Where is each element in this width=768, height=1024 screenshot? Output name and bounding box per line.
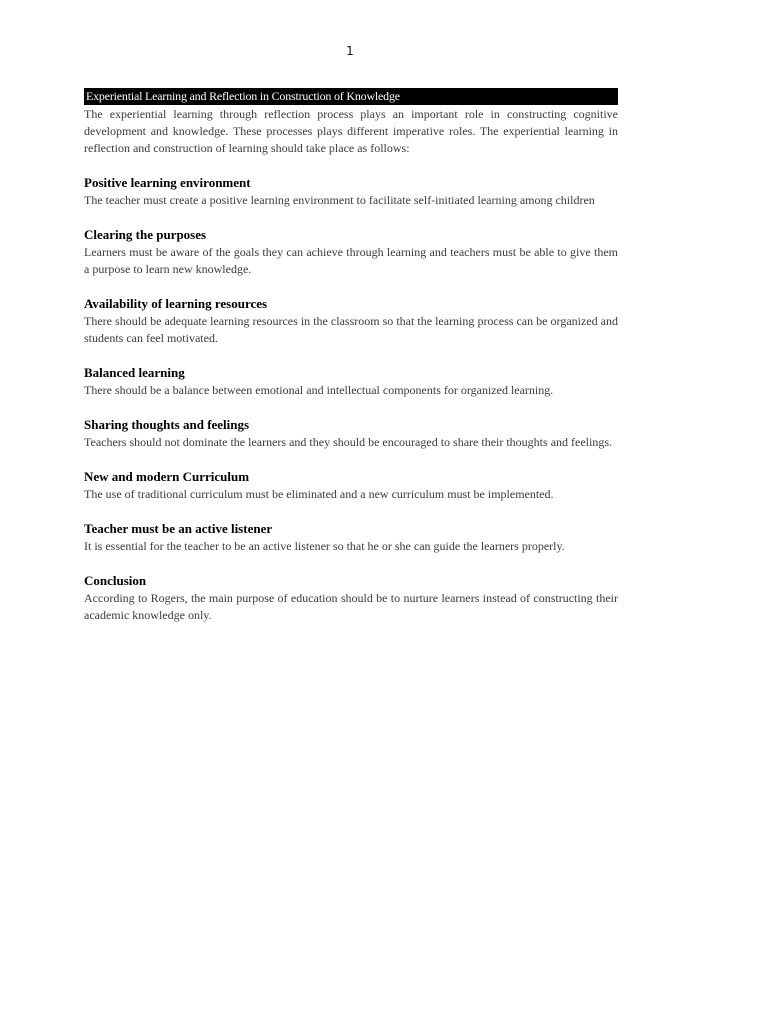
section-positive-learning-environment: [84, 174, 618, 209]
section-body: Teachers should not dominate the learners and they should be encouraged to share their thoughts and feelings.: [84, 435, 612, 449]
section-body: The use of traditional curriculum must be eliminated and a new curriculum must be implemented.: [84, 487, 554, 501]
section-heading: Conclusion: [84, 573, 147, 588]
section-teacher-active-listener: [84, 520, 618, 555]
section-heading: New and modern Curriculum: [84, 469, 250, 484]
section-heading: Clearing the purposes: [84, 227, 207, 242]
section-heading: Availability of learning resources: [84, 296, 268, 311]
section-balanced-learning: [84, 364, 618, 399]
section-body: It is essential for the teacher to be an active listener so that he or she can guide the learners properly.: [84, 539, 565, 553]
section-body: Learners must be aware of the goals they can achieve through learning and teachers must be able to give them a purpose to learn new knowledge.: [84, 245, 618, 276]
page-number: 1: [346, 44, 354, 58]
intro-paragraph: The experiential learning through reflection process plays an important role in constructing cognitive development and knowledge. These processes plays different imperative roles. The experiential learning in reflection and construction of learning should take place as follows:: [84, 107, 618, 155]
section-heading: Positive learning environment: [84, 175, 251, 190]
section-clearing-the-purposes: [84, 226, 618, 278]
section-heading: Sharing thoughts and feelings: [84, 417, 250, 432]
section-heading: Teacher must be an active listener: [84, 521, 273, 536]
section-body: According to Rogers, the main purpose of education should be to nurture learners instead of constructing their academic knowledge only.: [84, 591, 618, 622]
section-new-and-modern-curriculum: [84, 468, 618, 503]
document-body: [84, 88, 618, 624]
section-availability-of-learning-resources: [84, 295, 618, 347]
section-sharing-thoughts-and-feelings: [84, 416, 618, 451]
section-body: The teacher must create a positive learning environment to facilitate self-initiated learning among children: [84, 193, 595, 207]
section-conclusion: [84, 572, 618, 624]
section-body: There should be a balance between emotional and intellectual components for organized learning.: [84, 383, 554, 397]
section-heading: Balanced learning: [84, 365, 185, 380]
document-title: Experiential Learning and Reflection in Construction of Knowledge: [84, 88, 618, 105]
section-body: There should be adequate learning resources in the classroom so that the learning process can be organized and students can feel motivated.: [84, 314, 618, 345]
